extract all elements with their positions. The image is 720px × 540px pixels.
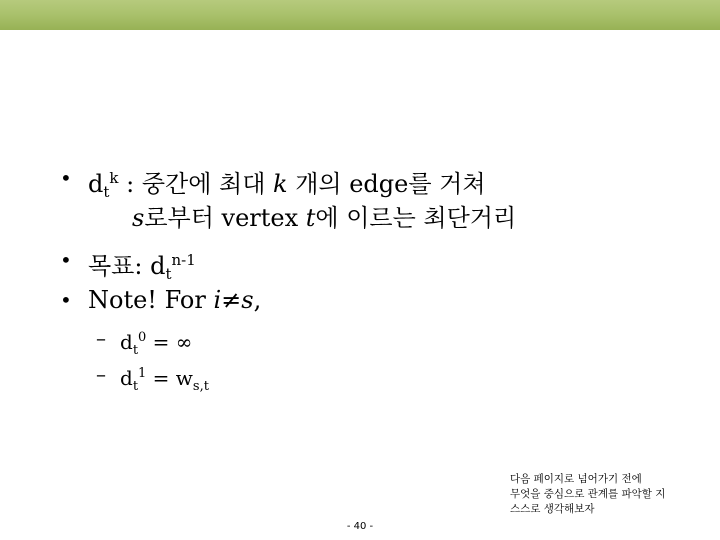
condition-i-not-s: i≠s [213,286,254,314]
superscript-n-1: n-1 [171,251,196,269]
subscript-t: t [103,183,110,201]
equals-infinity: = ∞ [146,330,193,354]
sub-bullet-dash: – [96,326,106,350]
bullet-item-goal [88,245,196,289]
italic-k: k [273,170,288,198]
superscript-1: 1 [138,366,147,381]
superscript-k: k [109,169,119,187]
d-symbol: d [120,330,133,354]
bullet-item-note [88,285,261,315]
subscript-s-t: s,t [192,379,209,394]
italic-t: t [305,204,316,232]
subscript-t: t [132,343,139,358]
sub-bullet-dash: – [96,362,106,386]
sub-item-d1 [120,361,209,400]
goal-label: 목표: d [88,252,166,280]
equals-w: = w [146,366,193,390]
footnote [510,472,665,517]
bullet-dot: • [60,248,72,272]
definition-line2-a: 로부터 vertex [144,204,306,232]
bullet-dot: • [60,288,72,312]
d-symbol: d [120,366,133,390]
bullet-dot: • [60,166,72,190]
footnote-line-1: 다음 페이지로 넘어가기 전에 [510,473,642,485]
sub-item-d0 [120,325,192,364]
bullet-item-definition-line2 [132,203,516,233]
subscript-t: t [165,265,172,283]
subscript-t: t [132,379,139,394]
definition-text-a: : 중간에 최대 [118,170,274,198]
bullet-item-definition [88,163,486,207]
definition-text-b: 개의 edge를 거쳐 [287,170,486,198]
footnote-line-3: 스스로 생각해보자 [510,503,595,515]
note-text-b: , [253,286,262,314]
d-symbol: d [88,170,104,198]
footnote-line-2: 무엇을 중심으로 관계를 파악할 지 [510,488,666,500]
superscript-0: 0 [138,330,147,345]
page-number: - 40 - [346,521,374,532]
note-text-a: Note! For [88,286,214,314]
italic-s: s [132,204,145,232]
definition-line2-b: 에 이르는 최단거리 [315,204,517,232]
